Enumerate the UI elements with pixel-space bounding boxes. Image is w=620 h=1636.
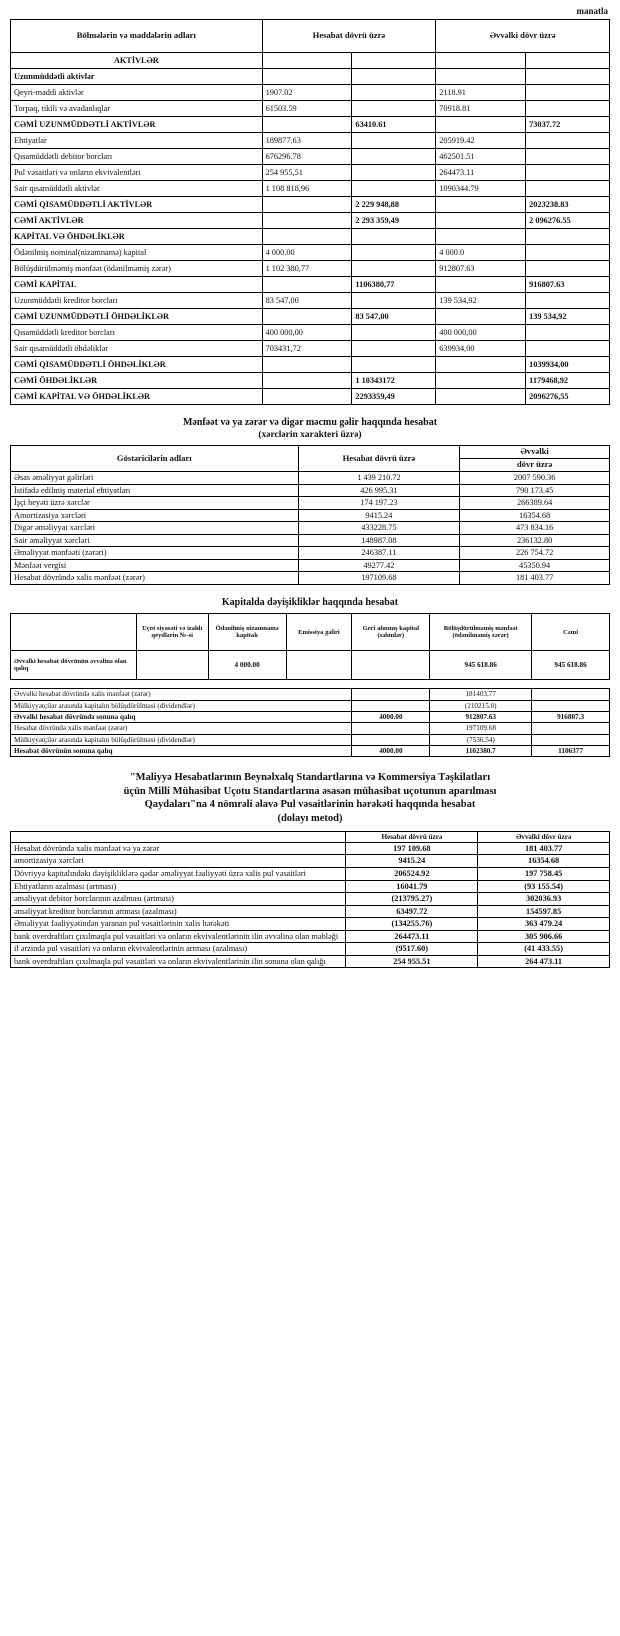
row-label: CƏMİ QISAMÜDDƏTLİ AKTİVLƏR — [11, 197, 263, 213]
cell-previous-2 — [526, 325, 610, 341]
table-row — [11, 711, 610, 722]
cell-previous-2 — [526, 101, 610, 117]
row-label: Qısamüddətli debitor borcları — [11, 149, 263, 165]
cell-previous-2: 2 096276.55 — [526, 213, 610, 229]
cell-total: 1106377 — [532, 745, 610, 756]
cell-current-1: 1 108 818,96 — [262, 181, 352, 197]
cell-current-1: 676296.78 — [262, 149, 352, 165]
table-row — [11, 723, 610, 734]
table-row — [11, 53, 610, 69]
cell-current-2: 1106380,77 — [352, 277, 436, 293]
cell-previous-1: 1090344.79 — [436, 181, 526, 197]
table-row — [11, 165, 610, 181]
balance-sheet-body — [11, 53, 610, 405]
table-row — [11, 69, 610, 85]
cell-previous-2 — [526, 69, 610, 85]
col-header-indicators: Göstəricilərin adları — [11, 446, 299, 472]
cashflow-title-line1: "Maliyyə Hesabatlarının Beynəlxalq Standartlarına və Kommersiya Təşkilatları — [129, 772, 491, 784]
cashflow-table — [10, 831, 610, 969]
cell-previous-2 — [526, 341, 610, 357]
cell-current: 197109.68 — [298, 572, 460, 585]
equity-section-title: Kapitalda dəyişikliklər haqqında hesabat — [221, 596, 399, 608]
cell-current-2: 2 229 948,88 — [352, 197, 436, 213]
cell-previous-1: 462501.51 — [436, 149, 526, 165]
table-row — [11, 309, 610, 325]
table-row — [11, 341, 610, 357]
cell-current: 426 995.31 — [298, 484, 460, 497]
cell-previous-1 — [436, 197, 526, 213]
cell-previous: 305 906.66 — [478, 930, 610, 943]
cell-previous: 181 403.77 — [478, 842, 610, 855]
row-label: Mülkiyyətçilər arasında kapitalın bölüşdürülməsi (dividendlər) — [11, 700, 352, 711]
cell-previous: 16354.68 — [460, 509, 610, 522]
cell-previous-1 — [436, 213, 526, 229]
cell-previous-1 — [436, 309, 526, 325]
cell-current-2: 63410.61 — [352, 117, 436, 133]
cell-previous: 2007 590.36 — [460, 472, 610, 485]
table-row — [11, 943, 610, 956]
cell-previous-2: 2023238.83 — [526, 197, 610, 213]
cell-current-2 — [352, 85, 436, 101]
equity-movements-table — [10, 688, 610, 757]
cell-current-2 — [352, 357, 436, 373]
table-header-row — [11, 831, 610, 842]
cell-current-2 — [352, 53, 436, 69]
cell-previous-1: 205919.42 — [436, 133, 526, 149]
pl-title-line2: (xərclərin xarakteri üzrə) — [258, 429, 362, 440]
cell-retained: 912807.63 — [430, 711, 532, 722]
pl-section-title — [10, 417, 610, 441]
cell-current-2 — [352, 133, 436, 149]
row-label: il ərzində pul vəsaitləri və onların ekvivalentlərinin artması (azalması) — [11, 943, 346, 956]
cell-current-1 — [262, 357, 352, 373]
cell-current-2: 83 547,00 — [352, 309, 436, 325]
table-row — [11, 245, 610, 261]
table-row — [11, 261, 610, 277]
cell-current: 197 109.68 — [346, 842, 478, 855]
cell-current-1: 254 955,51 — [262, 165, 352, 181]
row-label: Digər əməliyyat xərcləri — [11, 522, 299, 535]
col-header-previous-2: dövr üzrə — [460, 459, 610, 472]
col-header-blank — [11, 614, 137, 651]
cell-current-1 — [262, 197, 352, 213]
table-row — [11, 389, 610, 405]
cell-current-2 — [352, 149, 436, 165]
row-label: Dövriyyə kapitalındakı dəyişikliklərə qədər əməliyyat fəaliyyəti üzrə xalis pul vəsaitləri — [11, 868, 346, 881]
cell-share-premium — [286, 651, 352, 680]
cell-current: 246387.11 — [298, 547, 460, 560]
equity-movements-body — [11, 689, 610, 757]
cell-total: 916807.3 — [532, 711, 610, 722]
cell-paid-capital: 4 000.00 — [208, 651, 286, 680]
cell-paid-capital — [352, 700, 430, 711]
row-label: Əvvəlki hesabat dövrünün əvvəlinə olan qalıq — [11, 651, 137, 680]
cell-current-1: 4 000.00 — [262, 245, 352, 261]
cashflow-title-line4: (dolayı metod) — [277, 813, 343, 825]
col-header-current: Hesabat dövrü üzrə — [262, 20, 436, 53]
cell-total — [532, 734, 610, 745]
equity-changes-table — [10, 613, 610, 680]
cell-current-1 — [262, 389, 352, 405]
cell-previous-2: 1179468,92 — [526, 373, 610, 389]
cell-previous-2 — [526, 133, 610, 149]
row-label: bank overdraftları çıxılmaqla pul vəsaitləri və onların ekvivalentlərinin ilin əvvəlinə olan məbləği — [11, 930, 346, 943]
cell-current-2 — [352, 293, 436, 309]
row-label: Sair qısamüddətli öhdəliklər — [11, 341, 263, 357]
row-label: Əməliyyat fəaliyyətindən yaranan pul vəsaitlərinin xalis hərəkəti — [11, 918, 346, 931]
pl-title-line1: Mənfəət və ya zərər və digər məcmu gəlir haqqında hesabat — [182, 417, 438, 428]
table-row — [11, 213, 610, 229]
row-label: Torpaq, tikili və avadanlıqlar — [11, 101, 263, 117]
row-label: bank overdraftları çıxılmaqla pul vəsaitləri və onların ekvivalentlərinin ilin sonuna olan qalığı — [11, 955, 346, 968]
cell-previous-1: 639934,00 — [436, 341, 526, 357]
cell-previous-1: 400 000,00 — [436, 325, 526, 341]
cell-previous: 264 473.11 — [478, 955, 610, 968]
table-row — [11, 893, 610, 906]
row-label: İstifadə edilmiş material ehtiyatları — [11, 484, 299, 497]
row-label: İşçi heyəti üzrə xərclər — [11, 497, 299, 510]
cell-current-1: 189877.63 — [262, 133, 352, 149]
cell-retained: (7536.54) — [430, 734, 532, 745]
row-label: Sair qısamüddətli aktivlər — [11, 181, 263, 197]
cell-total — [532, 700, 610, 711]
cell-current-1 — [262, 229, 352, 245]
col-header-treasury: Geri alınmış kapital (səhmlər) — [352, 614, 430, 651]
row-label: CƏMİ QISAMÜDDƏTLİ ÖHDƏLİKLƏR — [11, 357, 263, 373]
row-label: Qısamüddətli kreditor borcları — [11, 325, 263, 341]
cell-previous-2 — [526, 181, 610, 197]
cell-current-2 — [352, 181, 436, 197]
table-row — [11, 905, 610, 918]
cell-current-1 — [262, 309, 352, 325]
cell-current: 63497.72 — [346, 905, 478, 918]
table-row — [11, 559, 610, 572]
row-label: Hesabat dövründə xalis mənfəət (zərər) — [11, 572, 299, 585]
table-row — [11, 85, 610, 101]
row-label: CƏMİ UZUNMÜDDƏTLİ AKTİVLƏR — [11, 117, 263, 133]
cell-current: 264473.11 — [346, 930, 478, 943]
cell-current: 49277.42 — [298, 559, 460, 572]
cell-current-1: 1 102 380,77 — [262, 261, 352, 277]
cell-current-2 — [352, 261, 436, 277]
cell-current: (134255.76) — [346, 918, 478, 931]
cell-current-1 — [262, 117, 352, 133]
col-header-current: Hesabat dövrü üzrə — [346, 831, 478, 842]
table-row — [11, 357, 610, 373]
row-label: Əməliyyat mənfəəti (zərəri) — [11, 547, 299, 560]
cell-previous: 473 834.16 — [460, 522, 610, 535]
cell-previous-1: 912807.63 — [436, 261, 526, 277]
cell-previous-1: 2118.91 — [436, 85, 526, 101]
cell-retained: (210215.0) — [430, 700, 532, 711]
table-row — [11, 700, 610, 711]
table-row — [11, 547, 610, 560]
cell-current-2 — [352, 229, 436, 245]
cell-current: 1 439 210.72 — [298, 472, 460, 485]
table-row — [11, 855, 610, 868]
cell-previous-1 — [436, 389, 526, 405]
row-label: Ödənilmiş nominal(nizamnamə) kapital — [11, 245, 263, 261]
cell-previous: 226 754.72 — [460, 547, 610, 560]
cell-previous: (93 155.54) — [478, 880, 610, 893]
balance-sheet-table — [10, 19, 610, 405]
cell-current-1: 83 547,00 — [262, 293, 352, 309]
cell-current-2 — [352, 325, 436, 341]
row-label: CƏMİ KAPİTAL — [11, 277, 263, 293]
table-row — [11, 373, 610, 389]
cell-current: 16041.79 — [346, 880, 478, 893]
cell-previous-1 — [436, 357, 526, 373]
cell-previous: 16354.68 — [478, 855, 610, 868]
cell-current: 9415.24 — [346, 855, 478, 868]
table-row — [11, 734, 610, 745]
profit-loss-body — [11, 472, 610, 585]
unit-label: manatla — [576, 6, 608, 16]
row-label: CƏMİ AKTİVLƏR — [11, 213, 263, 229]
table-row — [11, 930, 610, 943]
cell-previous: 154597.85 — [478, 905, 610, 918]
table-header-row — [11, 446, 610, 459]
cell-current-1: 1907.02 — [262, 85, 352, 101]
cell-previous-2 — [526, 149, 610, 165]
row-label: Hesabat dövründə xalis mənfəət (zərər) — [11, 723, 352, 734]
cell-previous: 45350.94 — [460, 559, 610, 572]
table-row — [11, 101, 610, 117]
table-row — [11, 472, 610, 485]
cell-previous: 197 758.45 — [478, 868, 610, 881]
row-label: CƏMİ ÖHDƏLİKLƏR — [11, 373, 263, 389]
col-header-previous: Əvvəlki dövr üzrə — [436, 20, 610, 53]
cell-current: 206524.92 — [346, 868, 478, 881]
cell-retained: 197109.68 — [430, 723, 532, 734]
cell-previous: 181 403.77 — [460, 572, 610, 585]
row-label: amortizasiya xərcləri — [11, 855, 346, 868]
cashflow-section-title — [14, 771, 606, 826]
cell-notes — [136, 651, 208, 680]
table-row — [11, 868, 610, 881]
cell-retained: 945 618.86 — [430, 651, 532, 680]
col-header-previous-1: Əvvəlki — [460, 446, 610, 459]
cell-current-1 — [262, 53, 352, 69]
cell-current-2: 2293359,49 — [352, 389, 436, 405]
profit-loss-table — [10, 445, 610, 585]
cashflow-title-line3: Qaydaları"na 4 nömrəli əlavə Pul vəsaitlərinin hərəkəti haqqında hesabat — [144, 799, 476, 811]
table-row — [11, 955, 610, 968]
cell-total — [532, 689, 610, 700]
cell-current-1 — [262, 277, 352, 293]
cell-current-2: 1 10343172 — [352, 373, 436, 389]
cell-previous-1 — [436, 117, 526, 133]
cell-previous-2 — [526, 293, 610, 309]
cell-previous-2: 2096276,55 — [526, 389, 610, 405]
cell-current-2 — [352, 69, 436, 85]
cell-previous-2 — [526, 229, 610, 245]
cell-previous-1: 4 000.0 — [436, 245, 526, 261]
cell-previous-2: 73037.72 — [526, 117, 610, 133]
cell-current-2: 2 293 359,49 — [352, 213, 436, 229]
table-row — [11, 133, 610, 149]
row-label: CƏMİ KAPİTAL VƏ ÖHDƏLİKLƏR — [11, 389, 263, 405]
table-row — [11, 497, 610, 510]
row-label: Hesabat dövründə xalis mənfəət və ya zərər — [11, 842, 346, 855]
row-label: AKTİVLƏR — [11, 53, 263, 69]
cell-paid-capital — [352, 689, 430, 700]
col-header-names: Bölmələrin və maddələrin adları — [11, 20, 263, 53]
cell-current-2 — [352, 101, 436, 117]
col-header-retained: Bölüşdürülməmiş mənfəət (ödənilməmiş zərər) — [430, 614, 532, 651]
cell-previous: 266389.64 — [460, 497, 610, 510]
row-label: Pul vəsaitləri və onların ekvivalentləri — [11, 165, 263, 181]
row-label: Amortizasiya xərcləri — [11, 509, 299, 522]
row-label: Ehtiyatların azalması (artması) — [11, 880, 346, 893]
cell-previous-2 — [526, 85, 610, 101]
table-row — [11, 484, 610, 497]
cell-current: 174 197.23 — [298, 497, 460, 510]
cell-previous-1 — [436, 229, 526, 245]
table-row — [11, 277, 610, 293]
cell-previous-2 — [526, 261, 610, 277]
table-row — [11, 181, 610, 197]
cell-current: 254 955.51 — [346, 955, 478, 968]
cell-current-1: 400 000,00 — [262, 325, 352, 341]
row-label: əməliyyat debitor borclarının azalması (artması) — [11, 893, 346, 906]
table-row — [11, 522, 610, 535]
row-label: Uzunmüddətli aktivlər — [11, 69, 263, 85]
cell-previous-1 — [436, 53, 526, 69]
cell-previous-1: 264473.11 — [436, 165, 526, 181]
cell-current: 9415.24 — [298, 509, 460, 522]
row-label: KAPİTAL VƏ ÖHDƏLİKLƏR — [11, 229, 263, 245]
cell-current-1: 61503.59 — [262, 101, 352, 117]
cell-current-1 — [262, 213, 352, 229]
cell-previous-2 — [526, 165, 610, 181]
cell-paid-capital: 4000.00 — [352, 711, 430, 722]
cell-previous-2: 1039934,00 — [526, 357, 610, 373]
row-label: Sair əməliyyat xərcləri — [11, 534, 299, 547]
col-header-notes: Uçot siyasəti və izahlı qeydlərin №-si — [136, 614, 208, 651]
col-header-total: Cəmi — [532, 614, 610, 651]
col-header-blank — [11, 831, 346, 842]
row-label: əməliyyat kreditor borclarının artması (azalması) — [11, 905, 346, 918]
cell-previous: 302036.93 — [478, 893, 610, 906]
row-label: Mülkiyyətçilər arasında kapitalın bölüşdürülməsi (dividendlər) — [11, 734, 352, 745]
cell-previous-1 — [436, 373, 526, 389]
cell-retained: 181403.77 — [430, 689, 532, 700]
cell-previous: 790 173.45 — [460, 484, 610, 497]
cell-previous: 363 479.24 — [478, 918, 610, 931]
table-row — [11, 509, 610, 522]
cell-current: (9517.60) — [346, 943, 478, 956]
table-row-opening-balance — [11, 651, 610, 680]
row-label: Uzunmüddətli kreditor borcları — [11, 293, 263, 309]
cell-current-2 — [352, 341, 436, 357]
cell-current: (213795.27) — [346, 893, 478, 906]
col-header-current: Hesabat dövrü üzrə — [298, 446, 460, 472]
row-label: Mənfəət vergisi — [11, 559, 299, 572]
cell-previous-1 — [436, 69, 526, 85]
cell-retained: 1102380.7 — [430, 745, 532, 756]
cell-previous-2 — [526, 245, 610, 261]
cell-current-2 — [352, 245, 436, 261]
row-label: Əsas əməliyyat gəlirləri — [11, 472, 299, 485]
cell-previous-2 — [526, 53, 610, 69]
row-label: Qeyri-maddi aktivlər — [11, 85, 263, 101]
cell-previous: (41 433.55) — [478, 943, 610, 956]
table-row — [11, 918, 610, 931]
cell-previous-2: 916807.63 — [526, 277, 610, 293]
cell-treasury — [352, 651, 430, 680]
col-header-previous: Əvvəlki dövr üzrə — [478, 831, 610, 842]
table-row — [11, 689, 610, 700]
cell-paid-capital — [352, 734, 430, 745]
cell-current: 433228.75 — [298, 522, 460, 535]
table-row — [11, 197, 610, 213]
cell-paid-capital: 4000.00 — [352, 745, 430, 756]
col-header-share-premium: Emissiya gəliri — [286, 614, 352, 651]
cell-current-1 — [262, 373, 352, 389]
cell-total: 945 618.86 — [532, 651, 610, 680]
row-label: Ehtiyatlar — [11, 133, 263, 149]
cell-previous-1 — [436, 277, 526, 293]
cell-previous-1: 139 534,92 — [436, 293, 526, 309]
cell-previous-2: 139 534,92 — [526, 309, 610, 325]
table-row — [11, 572, 610, 585]
cashflow-title-line2: üçün Milli Mühasibat Uçotu Standartlarına əsasən mühasibat uçotunun aparılması — [123, 785, 497, 797]
table-header-row — [11, 614, 610, 651]
row-label: Əvvəlki hesabat dövründə xalis mənfəət (zərər) — [11, 689, 352, 700]
table-row — [11, 745, 610, 756]
cell-previous-1: 70918.81 — [436, 101, 526, 117]
cashflow-body — [11, 842, 610, 967]
table-row — [11, 325, 610, 341]
row-label: CƏMİ UZUNMÜDDƏTLİ ÖHDƏLİKLƏR — [11, 309, 263, 325]
cell-current: 148987.08 — [298, 534, 460, 547]
cell-current-2 — [352, 165, 436, 181]
col-header-paid-capital: Ödənilmiş nizamnamə kapitalı — [208, 614, 286, 651]
table-row — [11, 842, 610, 855]
table-row — [11, 534, 610, 547]
table-row — [11, 149, 610, 165]
table-row — [11, 117, 610, 133]
cell-current-1: 703431,72 — [262, 341, 352, 357]
row-label: Bölüşdürülməmiş mənfəət (ödənilməmiş zərər) — [11, 261, 263, 277]
cell-paid-capital — [352, 723, 430, 734]
table-row — [11, 229, 610, 245]
cell-total — [532, 723, 610, 734]
table-row — [11, 293, 610, 309]
row-label: Əvvəlki hesabat dövründə sonuna qalıq — [11, 711, 352, 722]
table-header-row — [11, 20, 610, 53]
cell-current-1 — [262, 69, 352, 85]
row-label: Hesabat dövrünün sonuna qalıq — [11, 745, 352, 756]
table-row — [11, 880, 610, 893]
cell-previous: 236132.80 — [460, 534, 610, 547]
